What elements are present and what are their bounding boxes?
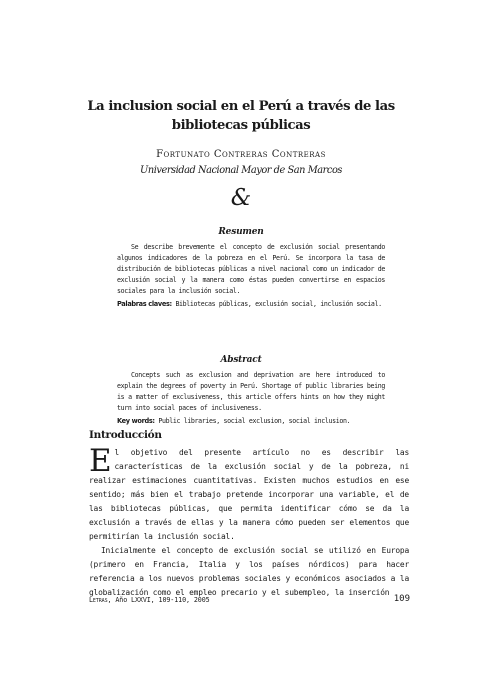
introduccion-body (89, 443, 409, 600)
author-name: Fortunato Contreras Contreras (156, 149, 326, 160)
journal-citation: , Año LXXVI, 109-110, 2005 (107, 596, 210, 604)
author-affiliation: Universidad Nacional Mayor de San Marcos (140, 165, 342, 176)
resumen-block (117, 242, 385, 310)
drop-cap: E (89, 443, 112, 479)
abstract-keywords-text: Public libraries, social exclusion, social inclusion. (158, 417, 351, 425)
page-number: 109 (393, 594, 410, 604)
abstract-block (117, 370, 385, 427)
abstract-body: Concepts such as exclusion and deprivation are here introduced to explain the degrees of poverty in Perú. Shortage of public libraries being is a matter of exclusiveness, this article offers hints on how they might turn into social paces of inclusiveness. (117, 371, 385, 412)
resumen-body: Se describe brevemente el concepto de exclusión social presentando algunos indicadores de la pobreza en el Perú. Se incorpora la tasa de distribución de bibliotecas públicas a nivel nacional como un indicador de exclusión social y la manera como éstas pueden convertirse en espacios sociales para la inclusión social. (117, 243, 385, 295)
intro-paragraph-2: Inicialmente el concepto de exclusión social se utilizó en Europa (primero en Francia, Italia y los países nórdicos) para hacer referencia a los nuevos problemas sociales y económicos asociados a la globalización como el empleo precario y el subempleo, la inserción (89, 546, 409, 597)
intro-paragraph-1 (89, 443, 409, 544)
resumen-keywords-label: Palabras claves: (117, 300, 172, 308)
resumen-keywords (117, 299, 385, 310)
running-footer (89, 596, 210, 604)
journal-name: Letras (89, 596, 108, 604)
resumen-keywords-text: Bibliotecas públicas, exclusión social, inclusión social. (175, 300, 382, 308)
abstract-keywords-label: Key words: (117, 417, 155, 425)
resumen-heading: Resumen (218, 227, 264, 237)
abstract-keywords (117, 416, 385, 427)
ampersand-ornament: & (230, 185, 252, 211)
paper-title: La inclusion social en el Perú a través de las bibliotecas públicas (87, 99, 395, 133)
section-heading-introduccion: Introducción (89, 429, 162, 441)
abstract-heading: Abstract (220, 355, 262, 365)
intro-paragraph-1-text: l objetivo del presente artículo no es describir las características de la exclusión social y de la pobreza, ni realizar estimaciones cuantitativas. Existen muchos estudios en ese sentido; más bien el trabajo pretende incorporar una variable, el de las bibliotecas públicas, que permita identificar cómo se da la exclusión a través de ellas y la manera cómo pueden ser elementos que permitirían la inclusión social. (89, 448, 409, 541)
